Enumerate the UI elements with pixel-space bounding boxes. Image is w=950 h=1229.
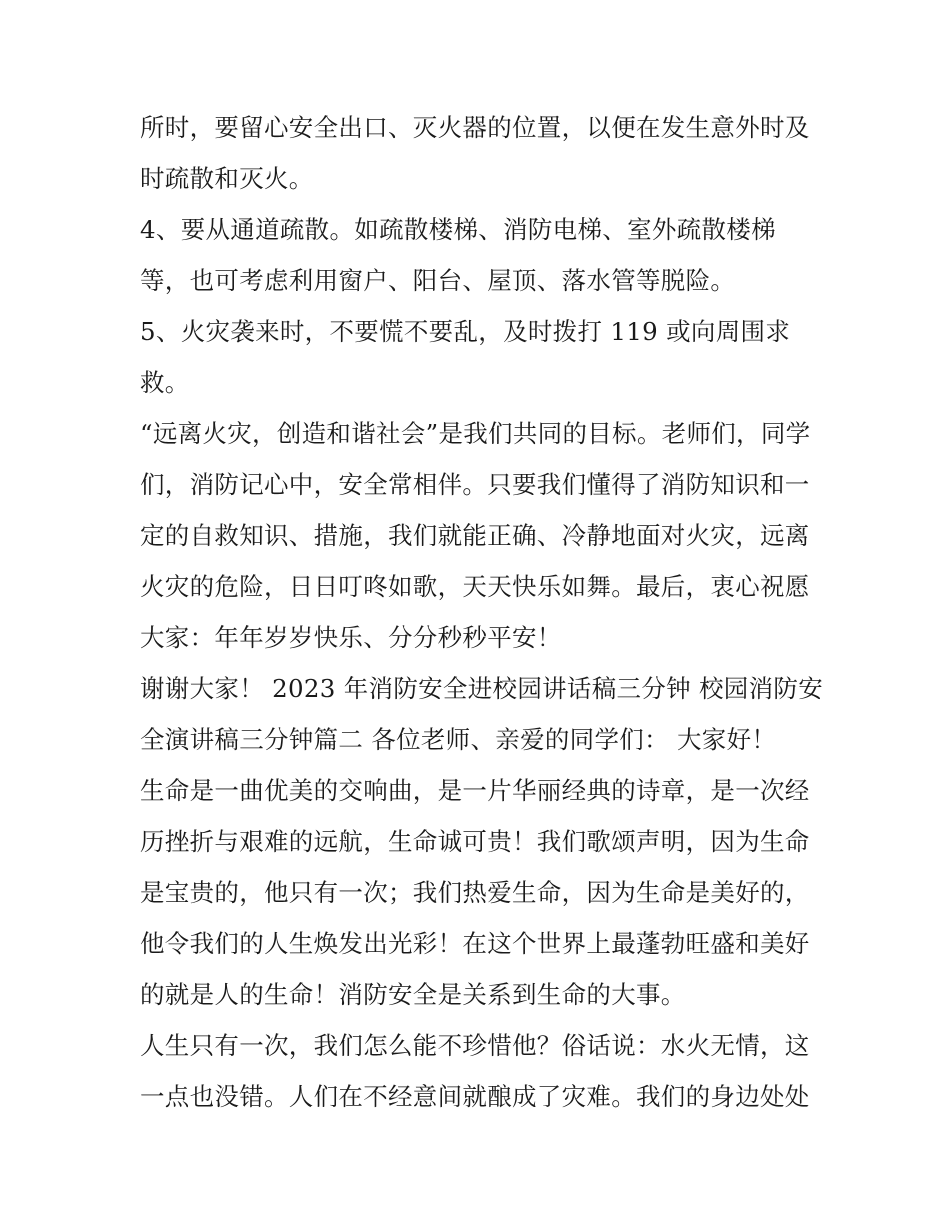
text-line: 5、火灾袭来时，不要慌不要乱，及时拨打 119 或向周围求 — [140, 317, 791, 346]
text-line: 历挫折与艰难的远航，生命诚可贵！我们歌颂声明，因为生命 — [140, 827, 810, 856]
text-line: 救。 — [140, 368, 190, 397]
text-line: 所时，要留心安全出口、灭火器的位置，以便在发生意外时及 — [140, 113, 810, 142]
text-line: 时疏散和灭火。 — [140, 164, 314, 193]
text-line: 全演讲稿三分钟篇二 各位老师、亲爱的同学们： 大家好！ — [140, 725, 777, 754]
document-body — [140, 102, 824, 1122]
text-line: 大家：年年岁岁快乐、分分秒秒平安！ — [140, 623, 562, 652]
text-line: 们，消防记心中，安全常相伴。只要我们懂得了消防知识和一 — [140, 470, 810, 499]
text-line: 谢谢大家！ 2023 年消防安全进校园讲话稿三分钟 校园消防安 — [140, 674, 824, 703]
text-line: 火灾的危险，日日叮咚如歌，天天快乐如舞。最后，衷心祝愿 — [140, 572, 810, 601]
text-line: 他令我们的人生焕发出光彩！在这个世界上最蓬勃旺盛和美好 — [140, 929, 810, 958]
text-line: 定的自救知识、措施，我们就能正确、冷静地面对火灾，远离 — [140, 521, 810, 550]
text-line: 人生只有一次，我们怎么能不珍惜他？俗话说：水火无情，这 — [140, 1031, 810, 1060]
text-line: “远离火灾，创造和谐社会”是我们共同的目标。老师们，同学 — [140, 419, 811, 448]
text-line: 一点也没错。人们在不经意间就酿成了灾难。我们的身边处处 — [140, 1082, 810, 1111]
text-line: 是宝贵的，他只有一次；我们热爱生命，因为生命是美好的， — [140, 878, 810, 907]
text-line: 4、要从通道疏散。如疏散楼梯、消防电梯、室外疏散楼梯 — [140, 215, 776, 244]
text-line: 的就是人的生命！消防安全是关系到生命的大事。 — [140, 980, 686, 1009]
text-line: 等，也可考虑利用窗户、阳台、屋顶、落水管等脱险。 — [140, 266, 736, 295]
text-line: 生命是一曲优美的交响曲，是一片华丽经典的诗章，是一次经 — [140, 776, 810, 805]
